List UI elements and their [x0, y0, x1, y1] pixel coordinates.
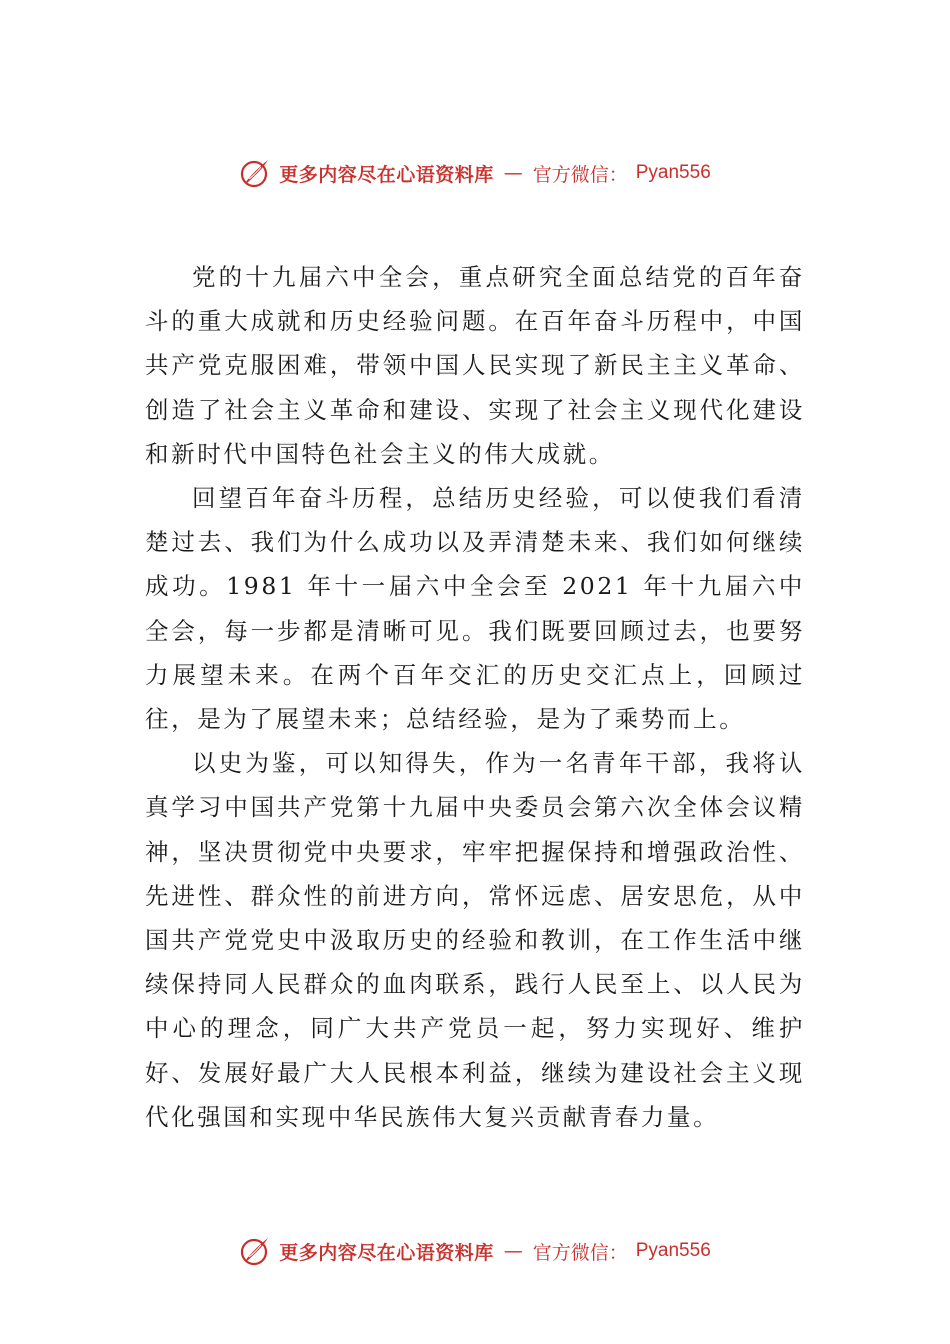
document-body: [145, 255, 805, 1139]
quill-pen-logo-icon: [239, 157, 271, 189]
paragraph: 回望百年奋斗历程，总结历史经验，可以使我们看清楚过去、我们为什么成功以及弄清楚未来、我们如何继续成功。1981 年十一届六中全会至 2021 年十九届六中全会，每一步都是清晰可见。我们既要回顾过去，也要努力展望未来。在两个百年交汇的历史交汇点上，回顾过往，是为了展望未来；总结经验，是为了乘势而上。: [145, 484, 805, 734]
header-watermark: [0, 157, 950, 189]
watermark-contact-label: 官方微信：: [532, 163, 628, 186]
paragraph: 党的十九届六中全会，重点研究全面总结党的百年奋斗的重大成就和历史经验问题。在百年奋斗历程中，中国共产党克服困难，带领中国人民实现了新民主主义革命、创造了社会主义革命和建设、实现了社会主义现代化建设和新时代中国特色社会主义的伟大成就。: [145, 263, 805, 468]
watermark-dash: —: [503, 162, 523, 184]
watermark-text: 更多内容尽在心语资料库: [279, 163, 494, 186]
watermark-dash: —: [503, 1240, 523, 1262]
paragraph: 以史为鉴，可以知得失，作为一名青年干部，我将认真学习中国共产党第十九届中央委员会第六次全体会议精神，坚决贯彻党中央要求，牢牢把握保持和增强政治性、先进性、群众性的前进方向，常怀远虑、居安思危，从中国共产党党史中汲取历史的经验和教训，在工作生活中继续保持同人民群众的血肉联系，践行人民至上、以人民为中心的理念，同广大共产党员一起，努力实现好、维护好、发展好最广大人民根本利益，继续为建设社会主义现代化强国和实现中华民族伟大复兴贡献青春力量。: [145, 749, 805, 1131]
footer-watermark: [0, 1235, 950, 1267]
quill-pen-logo-icon: [239, 1235, 271, 1267]
watermark-contact-label: 官方微信：: [532, 1241, 628, 1264]
watermark-contact-id: Pyan556: [635, 162, 711, 183]
watermark-text: 更多内容尽在心语资料库: [279, 1241, 494, 1264]
watermark-contact-id: Pyan556: [635, 1240, 711, 1261]
